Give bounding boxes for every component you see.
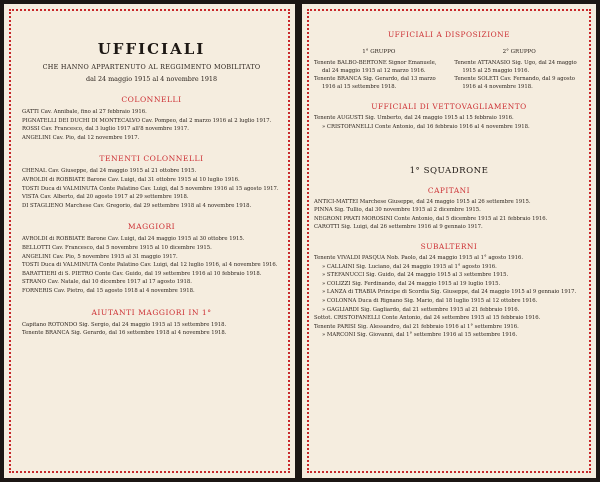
list-item: » LANZA di TRABIA Principe di Scordia Sig. Giuseppe, dal 24 maggio 1915 al 9 gennaio 1917. bbox=[322, 289, 577, 296]
document-title: UFFICIALI bbox=[97, 40, 206, 58]
list-item: GATTI Cav. Annibale, fino al 27 febbraio 1916. bbox=[22, 109, 147, 115]
section-heading-colonnelli: COLONNELLI bbox=[121, 95, 182, 104]
list-item: STRANO Cav. Natale, dal 10 dicembre 1917 al 17 agosto 1918. bbox=[22, 279, 192, 286]
list-item: Tenente PARISI Sig. Alessandro, dal 21 febbraio 1916 al 1° settembre 1916. bbox=[314, 323, 519, 330]
list-item: Tenente ATTANASIO Sig. Ugo, dal 24 maggio 1915 al 25 maggio 1916. bbox=[454, 60, 577, 74]
list-item: » GAGLIARDI Sig. Gagliardo, dal 21 settembre 1915 al 21 febbraio 1916. bbox=[322, 306, 520, 313]
section-heading-vettovagliamento: UFFICIALI DI VETTOVAGLIAMENTO bbox=[371, 102, 527, 112]
section-heading-tenenti-colonnelli: TENENTI COLONNELLI bbox=[99, 154, 204, 164]
squadrone-heading: 1° SQUADRONE bbox=[409, 165, 489, 176]
group-1-label: 1° GRUPPO bbox=[362, 49, 396, 55]
group-1-column bbox=[314, 43, 444, 92]
list-item: Tenente AUGUSTI Sig. Umberto, dal 24 maggio 1915 al 15 febbraio 1916. bbox=[314, 115, 514, 122]
groups-columns bbox=[314, 43, 584, 92]
list-item: CHENAL Cav. Giuseppe, dal 24 maggio 1915 al 21 ottobre 1915. bbox=[22, 168, 197, 175]
list-item: Sottot. CRISTOFANELLI Conte Antonio, dal 24 settembre 1915 al 15 febbraio 1916. bbox=[314, 315, 541, 322]
list-item: » MARCONI Sig. Giovanni, dal 1° settembre 1916 al 15 settembre 1916. bbox=[322, 332, 518, 339]
list-item: NEGRONI PRATI MOROSINI Conte Antonio, dal 5 dicembre 1915 al 21 febbraio 1916. bbox=[314, 215, 548, 222]
section-heading-capitani: CAPITANI bbox=[427, 185, 471, 195]
list-item: Tenente SOLETI Cav. Fernando, dal 9 agosto 1916 al 4 novembre 1918. bbox=[454, 76, 575, 90]
list-item: BELLOTTI Cav. Francesco, dal 5 novembre 1915 al 10 dicembre 1915. bbox=[22, 244, 212, 251]
section-heading-aiutanti-maggiori: AIUTANTI MAGGIORI IN 1° bbox=[91, 307, 212, 317]
list-item: » COLIZZI Sig. Ferdinando, dal 24 maggio 1915 al 19 luglio 1915. bbox=[322, 280, 501, 287]
list-item: ROSSI Cav. Francesco, dal 3 luglio 1917 all'8 novembre 1917. bbox=[22, 126, 189, 133]
section-heading-maggiori: MAGGIORI bbox=[127, 222, 176, 232]
list-item: » CALLAINI Sig. Luciano, dal 24 maggio 1915 al 1° agosto 1916. bbox=[322, 263, 497, 270]
list-item: ANGELINI Cav. Pio, dal 12 novembre 1917. bbox=[22, 134, 140, 141]
section-heading-disposizione: UFFICIALI A DISPOSIZIONE bbox=[387, 30, 511, 39]
list-item: BARATTIERI di S. PIETRO Conte Cav. Guido, dal 19 settembre 1916 al 10 febbraio 1918. bbox=[22, 270, 262, 277]
left-content bbox=[22, 14, 281, 339]
list-item: FORNERIS Cav. Pietro, dal 15 agosto 1918 al 4 novembre 1918. bbox=[22, 287, 195, 294]
list-item: Tenente BRANCA Sig. Gerardo, dal 16 settembre 1918 al 4 novembre 1918. bbox=[22, 330, 227, 337]
list-item: Tenente BALBO-BERTONE Signor Emanuele, dal 24 maggio 1915 al 12 marzo 1916. bbox=[314, 60, 437, 74]
list-item: Tenente VIVALDI PASQUA Nob. Paolo, dal 24 maggio 1915 al 1° agosto 1916. bbox=[314, 254, 524, 261]
document-dates: dal 24 maggio 1915 al 4 novembre 1918 bbox=[85, 75, 218, 83]
list-item: CAROTTI Sig. Luigi, dal 26 settembre 1916 al 9 gennaio 1917. bbox=[314, 224, 483, 231]
list-item: AVROLDI di ROBBIATE Barone Cav. Luigi, dal 31 ottobre 1915 al 10 luglio 1916. bbox=[22, 176, 240, 183]
group-2-column bbox=[454, 43, 584, 92]
list-item: Tenente BRANCA Sig. Gerardo, dal 13 marzo 1916 al 15 settembre 1918. bbox=[314, 76, 436, 90]
right-page bbox=[302, 4, 596, 478]
list-item: ANTICI-MATTEI Marchese Giuseppe, dal 24 maggio 1915 al 26 settembre 1915. bbox=[314, 198, 531, 205]
list-item: TOSTI Duca di VALMINUTA Conte Palatino Cav. Luigi, dal 12 luglio 1916, al 4 novembre 1916. bbox=[22, 262, 278, 269]
right-content bbox=[314, 14, 584, 341]
list-item: Capitano ROTONDO Sig. Sergio, dal 24 maggio 1915 al 15 settembre 1918. bbox=[22, 321, 227, 328]
document-subtitle: CHE HANNO APPARTENUTO AL REGGIMENTO MOBILITATO bbox=[42, 63, 261, 71]
group-2-label: 2° GRUPPO bbox=[502, 49, 536, 55]
list-item: PINNA Sig. Tullio, dal 30 novembre 1915 al 2 dicembre 1915. bbox=[314, 207, 481, 214]
list-item: » CRISTOFANELLI Conte Antonio, dal 16 febbraio 1916 al 4 novembre 1918. bbox=[322, 123, 530, 130]
list-item: AVROLDI di ROBBIATE Barone Cav. Luigi, dal 24 maggio 1915 al 30 ottobre 1915. bbox=[22, 236, 245, 243]
list-item: ANGELINI Cav. Pio, 5 novembre 1915 al 31 maggio 1917. bbox=[22, 253, 178, 260]
list-item: » COLONNA Duca di Rignano Sig. Mario, dal 18 luglio 1915 al 12 ottobre 1916. bbox=[322, 297, 538, 304]
list-item: » STEFANUCCI Sig. Guido, dal 24 maggio 1915 al 3 settembre 1915. bbox=[322, 272, 509, 279]
section-heading-subalterni: SUBALTERNI bbox=[420, 241, 478, 251]
list-item: TOSTI Duca di VALMINUTA Conte Palatino Cav. Luigi, dal 5 novembre 1916 al 15 agosto 1917. bbox=[22, 185, 279, 192]
left-page bbox=[4, 4, 295, 478]
list-item: VISTA Cav. Alberto, dal 20 agosto 1917 al 29 settembre 1918. bbox=[22, 194, 189, 201]
list-item: DI STAGLIENO Marchese Cav. Gregorio, dal 29 settembre 1918 al 4 novembre 1918. bbox=[22, 202, 252, 209]
list-item: PIGNATELLI DEI DUCHI DI MONTECALVO Cav. Pompeo, dal 2 marzo 1916 al 2 luglio 1917. bbox=[22, 117, 272, 124]
